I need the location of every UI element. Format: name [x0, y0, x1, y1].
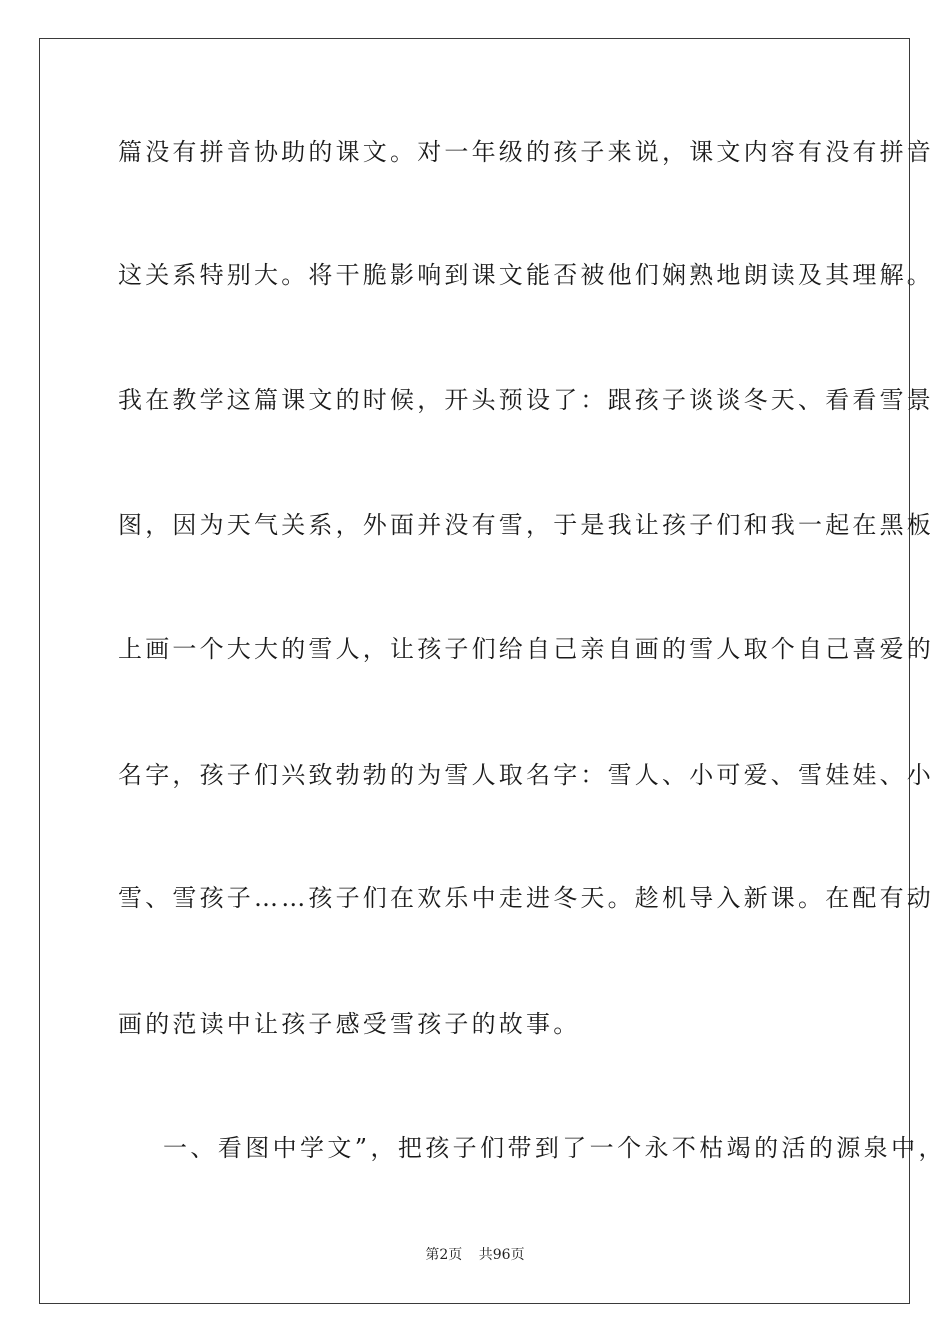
page-number: 第2页 [425, 1247, 463, 1263]
text-line-5: 上画一个大大的雪人，让孩子们给自己亲自画的雪人取个自己喜爱的 [118, 635, 934, 663]
text-line-1: 篇没有拼音协助的课文。对一年级的孩子来说，课文内容有没有拼音 [118, 138, 934, 166]
page-footer [0, 1246, 950, 1264]
text-line-9: 一、看图中学文”，把孩子们带到了一个永不枯竭的活的源泉中， [163, 1134, 946, 1162]
page-border [39, 38, 946, 1304]
text-line-4: 图，因为天气关系，外面并没有雪，于是我让孩子们和我一起在黑板 [118, 511, 934, 539]
text-line-2: 这关系特别大。将干脆影响到课文能否被他们娴熟地朗读及其理解。 [118, 261, 934, 289]
page-total: 共96页 [478, 1247, 525, 1263]
text-line-3: 我在教学这篇课文的时候，开头预设了：跟孩子谈谈冬天、看看雪景 [118, 386, 934, 414]
text-line-8: 画的范读中让孩子感受雪孩子的故事。 [118, 1010, 581, 1038]
text-line-7: 雪、雪孩子……孩子们在欢乐中走进冬天。趁机导入新课。在配有动 [118, 884, 934, 912]
text-line-6: 名字，孩子们兴致勃勃的为雪人取名字：雪人、小可爱、雪娃娃、小 [118, 761, 934, 789]
